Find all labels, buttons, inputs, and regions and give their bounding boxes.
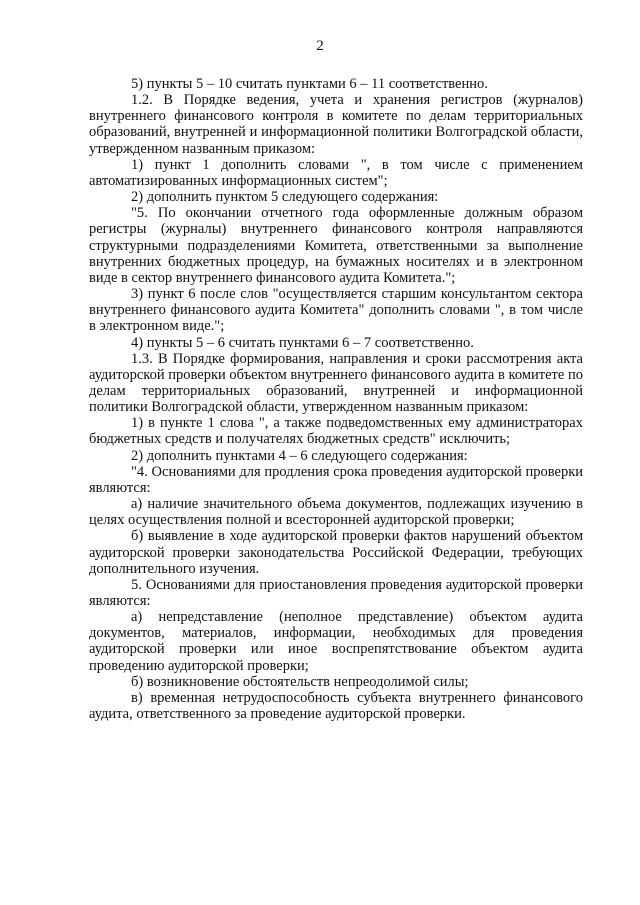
paragraph: 4) пункты 5 – 6 считать пунктами 6 – 7 соответственно.: [131, 334, 474, 351]
paragraph: 1.3. В Порядке формирования, направления и сроки рассмотрения акта аудиторской проверки объектом внутреннего финансового аудита в комитете по делам территориальных образований, внутренней и информационной политики Волгоградской области, утвержденном названным приказом:: [89, 350, 583, 416]
paragraph: 1.2. В Порядке ведения, учета и хранения регистров (журналов) внутреннего финансового контроля в комитете по делам территориальных образований, внутренней и информационной политики Волгоградской области, утвержденном названным приказом:: [89, 92, 583, 157]
page-number: 2: [316, 38, 324, 54]
paragraph: а) непредставление (неполное представление) объектом аудита документов, материалов, информации, необходимых для проведения аудиторской проверки или иное воспрепятствование объектом аудита проведению аудиторской проверки;: [89, 609, 583, 674]
paragraph: а) наличие значительного объема документов, подлежащих изучению в целях осуществления полной и всесторонней аудиторской проверки;: [89, 496, 583, 529]
paragraph: 3) пункт 6 после слов "осуществляется старшим консультантом сектора внутреннего финансового аудита Комитета" дополнить словами ", в том числе в электронном виде.";: [89, 286, 583, 335]
paragraph: 1) в пункте 1 слова ", а также подведомственных ему администраторах бюджетных средств и получателях бюджетных средств" исключить;: [89, 415, 583, 448]
document-body: [89, 76, 583, 722]
paragraph: "5. По окончании отчетного года оформленные должным образом регистры (журналы) внутреннего финансового контроля направляются структурными подразделениями Комитета, ответственными за выполнение внутренних бюджетных процедур, на бумажных носителях и в электронном виде в сектор внутреннего финансового аудита Комитета.";: [89, 205, 583, 286]
paragraph: "4. Основаниями для продления срока проведения аудиторской проверки являются:: [89, 463, 583, 496]
paragraph: 5) пункты 5 – 10 считать пунктами 6 – 11 соответственно.: [131, 76, 488, 92]
paragraph: 2) дополнить пунктами 4 – 6 следующего содержания:: [131, 447, 468, 464]
paragraph: 2) дополнить пунктом 5 следующего содержания:: [131, 189, 439, 206]
paragraph: 1) пункт 1 дополнить словами ", в том числе с применением автоматизированных информационных систем";: [89, 156, 583, 189]
paragraph: б) выявление в ходе аудиторской проверки фактов нарушений объектом аудиторской проверки законодательства Российской Федерации, требующих дополнительного изучения.: [89, 528, 583, 577]
paragraph: б) возникновение обстоятельств непреодолимой силы;: [131, 673, 469, 690]
paragraph: в) временная нетрудоспособность субъекта внутреннего финансового аудита, ответственного за проведение аудиторской проверки.: [89, 689, 583, 723]
paragraph: 5. Основаниями для приостановления проведения аудиторской проверки являются:: [89, 576, 583, 609]
